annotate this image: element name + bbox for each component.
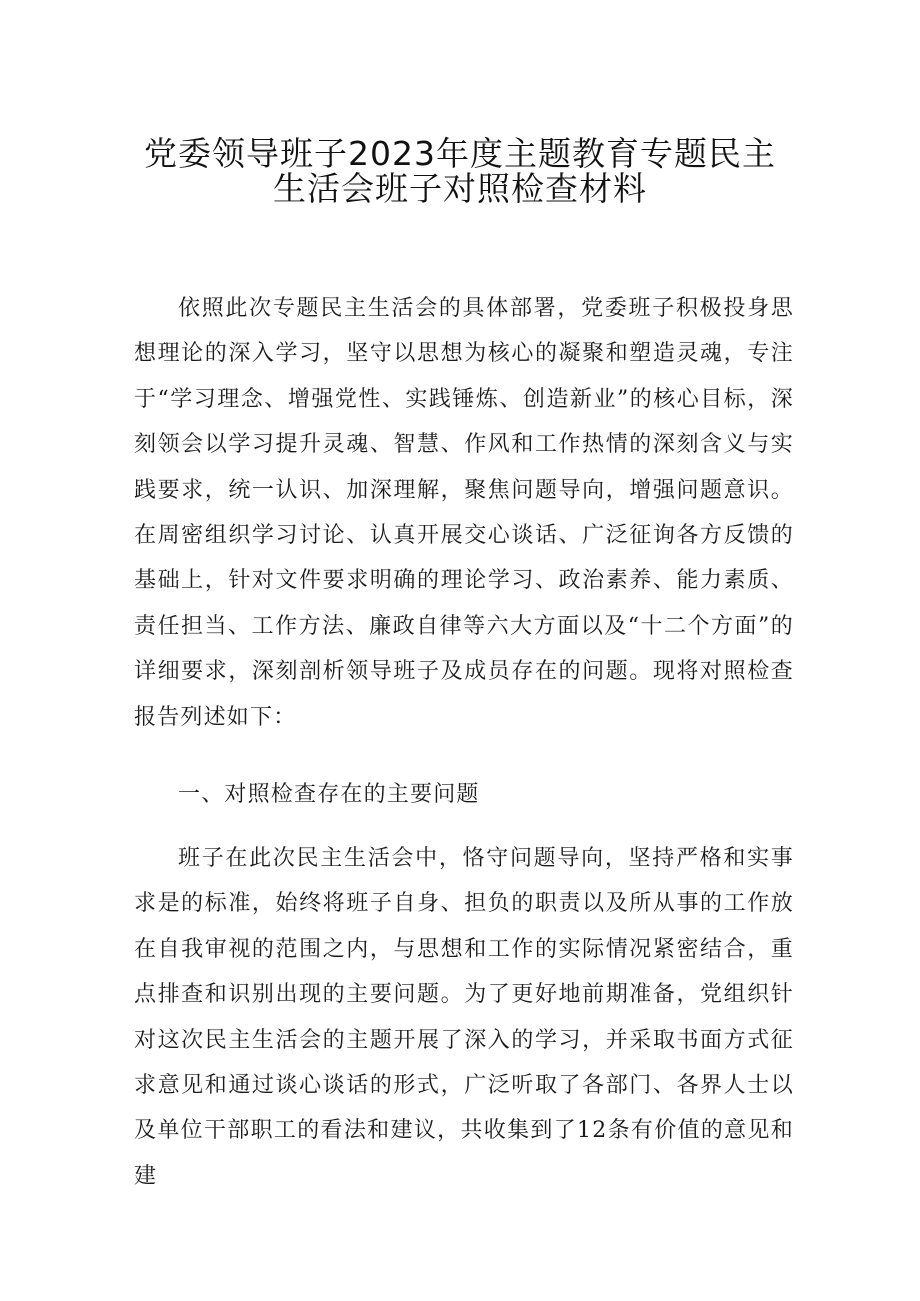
document-title-line-2: 生活会班子对照检查材料 <box>273 169 647 208</box>
body-paragraph-1: 依照此次专题民主生活会的具体部署，党委班子积极投身思想理论的深入学习，坚守以思想为核心的凝聚和塑造灵魂，专注于“学习理念、增强党性、实践锤炼、创造新业”的核心目标，深刻领会以学习提升灵魂、智慧、作风和工作热情的深刻含义与实践要求，统一认识、加深理解，聚焦问题导向，增强问题意识。在周密组织学习讨论、认真开展交心谈话、广泛征询各方反馈的基础上，针对文件要求明确的理论学习、政治素养、能力素质、责任担当、工作方法、廉政自律等六大方面以及“十二个方面”的详细要求，深刻剖析领导班子及成员存在的问题。现将对照检查报告列述如下： <box>134 296 794 730</box>
body-paragraph-2-block <box>134 836 794 1199</box>
body-paragraph-1-block <box>134 286 794 740</box>
section-heading-1-block <box>134 772 794 817</box>
body-paragraph-2: 班子在此次民主生活会中，恪守问题导向，坚持严格和实事求是的标准，始终将班子自身、担负的职责以及所从事的工作放在自我审视的范围之内，与思想和工作的实际情况紧密结合，重点排查和识别出现的主要问题。为了更好地前期准备，党组织针对这次民主生活会的主题开展了深入的学习，并采取书面方式征求意见和通过谈心谈话的形式，广泛听取了各部门、各界人士以及单位干部职工的看法和建议，共收集到了12条有价值的意见和建 <box>134 846 794 1189</box>
document-title-line-1: 党委领导班子2023年度主题教育专题民主 <box>144 134 776 173</box>
section-heading-1: 一、对照检查存在的主要问题 <box>178 782 480 807</box>
